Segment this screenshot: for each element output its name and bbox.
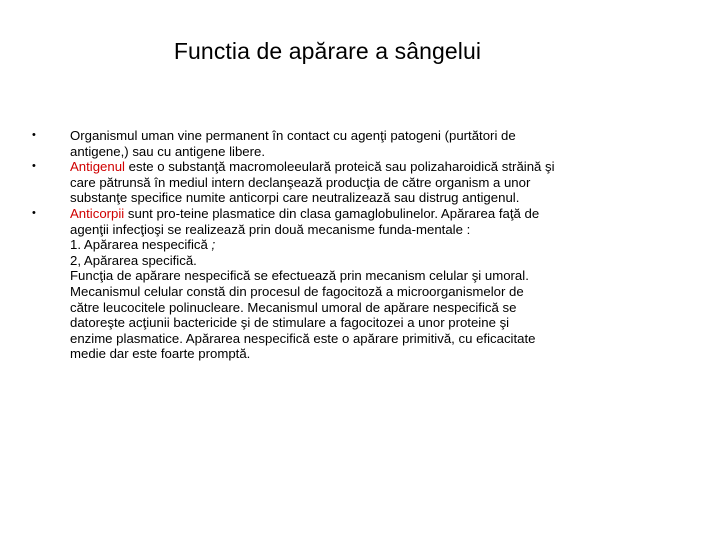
bullet-item-organism xyxy=(28,128,688,159)
text-line: antigene,) sau cu antigene libere. xyxy=(70,143,266,159)
term-antigen: Antigenul xyxy=(70,159,125,175)
text-fragment: sunt pro-teine plasmatice din clasa gamaglobulinelor. Apărarea faţă de xyxy=(124,205,540,221)
text-fragment: 1. Apărarea nespecifică xyxy=(70,237,208,253)
bullet-text xyxy=(70,206,688,362)
text-line xyxy=(70,206,688,222)
text-line: care pătrunsă în mediul intern declanşează producţia de către organism a unor xyxy=(70,174,531,190)
text-line: substanţe specifice numite anticorpi care neutralizează sau distrug antigenul. xyxy=(70,190,520,206)
text-line: enzime plasmatice. Apărarea nespecifică este o apărare primitivă, cu eficacitate xyxy=(70,330,536,346)
text-line xyxy=(70,159,688,175)
text-line: 2, Apărarea specifică. xyxy=(70,252,197,268)
text-line: către leucocitele polinucleare. Mecanismul umoral de apărare nespecifică se xyxy=(70,299,517,315)
bullet-list xyxy=(28,128,688,362)
bullet-dot: • xyxy=(32,160,36,173)
text-line: medie dar este foarte promptă. xyxy=(70,346,251,362)
text-line: Mecanismul celular constă din procesul de fagocitoză a microorganismelor de xyxy=(70,283,524,299)
text-line xyxy=(70,237,688,253)
bullet-item-antigen xyxy=(28,159,688,206)
slide-title: Functia de apărare a sângelui xyxy=(173,38,482,64)
text-fragment: este o substanţă macromoleeulară proteică sau polizaharoidică străină şi xyxy=(125,159,555,175)
bullet-text xyxy=(70,128,688,159)
text-line: agenţii infecţioşi se realizează prin două mecanisme funda-mentale : xyxy=(70,221,471,237)
bullet-item-anticorpi xyxy=(28,206,688,362)
bullet-dot: • xyxy=(32,206,36,219)
text-line: Funcţia de apărare nespecifică se efectuează prin mecanism celular şi umoral. xyxy=(70,268,529,284)
text-line: datoreşte acţiunii bactericide şi de stimulare a fagocitozei a unor proteine şi xyxy=(70,315,510,331)
bullet-text xyxy=(70,159,688,206)
text-line: Organismul uman vine permanent în contact cu agenţi patogeni (purtători de xyxy=(70,128,516,143)
text-fragment: ; xyxy=(207,237,216,253)
bullet-dot: • xyxy=(32,129,36,141)
term-anticorpi: Anticorpii xyxy=(70,205,125,221)
